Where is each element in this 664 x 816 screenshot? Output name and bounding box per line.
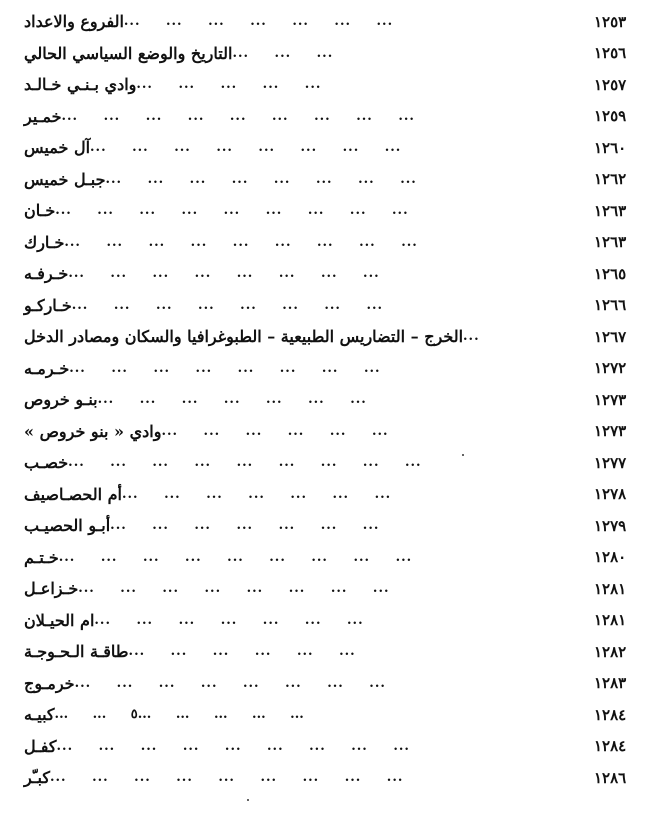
dot-leader: ... ... ... ... ... ... xyxy=(128,644,356,660)
entry-title: خـاركـو xyxy=(24,295,72,315)
dot-leader: ... ... ... ... ... xyxy=(136,77,322,93)
dot-leader: ... ... ... ... ...٥ ... ... xyxy=(54,707,304,723)
toc-entry xyxy=(16,479,650,511)
toc-entry xyxy=(16,290,650,322)
dot-leader: ... xyxy=(463,329,480,345)
toc-entry xyxy=(16,668,650,700)
toc-entry xyxy=(16,510,650,542)
toc-entry xyxy=(16,195,650,227)
toc-entry xyxy=(16,227,650,259)
entry-title: الفروع والاعداد xyxy=(24,12,124,32)
entry-page-number: ١٢٨٤ xyxy=(594,737,627,756)
entry-title: أم الحصـاصيف xyxy=(24,484,122,504)
entry-page-number: ١٢٦٧ xyxy=(594,327,627,346)
entry-title: خـتـم xyxy=(24,547,59,567)
dot-leader: ... ... ... ... ... ... ... ... xyxy=(105,171,417,187)
entry-page-number: ١٢٦٣ xyxy=(594,201,627,220)
entry-title: التاريخ والوضع السياسي الحالي xyxy=(24,43,233,63)
toc-entry xyxy=(16,447,650,479)
dot-leader: ... ... ... ... ... ... ... xyxy=(97,392,367,408)
toc-entry xyxy=(16,164,650,196)
entry-page-number: ١٢٨٤ xyxy=(594,705,627,724)
dot-leader: ... ... ... ... ... ... ... ... ... xyxy=(68,455,422,471)
toc-entry xyxy=(16,605,650,637)
entry-title: ام الحيـلان xyxy=(24,610,95,630)
entry-page-number: ١٢٨٠ xyxy=(594,548,627,567)
entry-title: كبـّر xyxy=(24,768,50,788)
toc-entry xyxy=(16,132,650,164)
dot-leader: ... ... ... ... ... ... ... ... xyxy=(69,360,381,376)
entry-page-number: ١٢٧٣ xyxy=(594,390,627,409)
entry-title: خـارك xyxy=(24,232,65,252)
entry-page-number: ١٢٦٣ xyxy=(594,233,627,252)
entry-page-number: ١٢٥٣ xyxy=(594,12,627,31)
entry-page-number: ١٢٨١ xyxy=(594,611,627,630)
toc-entry xyxy=(16,6,650,38)
dot-leader: ... ... ... ... ... ... ... ... xyxy=(74,675,386,691)
entry-page-number: ١٢٨٢ xyxy=(594,642,627,661)
entry-title: آل خميس xyxy=(24,138,91,158)
dot-leader: ... ... ... ... ... ... ... ... xyxy=(90,140,402,156)
toc-entry xyxy=(16,416,650,448)
entry-title: خـزاعـل xyxy=(24,579,79,599)
dot-leader: ... ... ... ... ... ... ... ... ... xyxy=(58,549,413,565)
entry-title: أبـو الحصيـب xyxy=(24,516,111,536)
entry-title: طاقـة الـحـوجـة xyxy=(24,642,129,662)
entry-page-number: ١٢٦٠ xyxy=(594,138,627,157)
dot-leader: ... ... ... ... ... ... ... xyxy=(94,612,364,628)
entry-title: وادي بـنـي خـالـد xyxy=(24,75,137,95)
entry-title: خـان xyxy=(24,201,56,221)
entry-page-number: ١٢٨٣ xyxy=(594,674,627,693)
entry-title: بنـو خروص xyxy=(24,390,98,410)
entry-page-number: ١٢٧٨ xyxy=(594,485,627,504)
toc-entry xyxy=(16,38,650,70)
toc-entry xyxy=(16,69,650,101)
dot-leader: ... ... ... ... ... ... ... xyxy=(121,486,392,502)
entry-title: جبـل خميس xyxy=(24,169,106,189)
entry-page-number: ١٢٦٢ xyxy=(594,170,627,189)
entry-page-number: ١٢٧٧ xyxy=(594,453,627,472)
print-speck xyxy=(247,799,249,801)
dot-leader: ... ... ... ... ... ... xyxy=(161,423,389,439)
dot-leader: ... ... ... ... ... ... ... ... ... xyxy=(56,738,410,754)
toc-entry xyxy=(16,321,650,353)
entry-page-number: ١٢٥٧ xyxy=(594,75,627,94)
entry-page-number: ١٢٨٦ xyxy=(594,768,627,787)
entry-page-number: ١٢٨١ xyxy=(594,579,627,598)
entry-title: خـرفـه xyxy=(24,264,69,284)
print-speck xyxy=(462,454,464,456)
entry-title: كبيـه xyxy=(24,705,55,725)
dot-leader: ... ... ... ... ... ... ... ... ... xyxy=(64,234,418,250)
toc-list xyxy=(16,6,650,794)
toc-entry xyxy=(16,573,650,605)
toc-entry xyxy=(16,258,650,290)
entry-title: وادي « بنو خروص » xyxy=(24,421,162,441)
toc-entry xyxy=(16,353,650,385)
toc-entry xyxy=(16,731,650,763)
entry-title: خـرمـه xyxy=(24,358,70,378)
entry-page-number: ١٢٦٦ xyxy=(594,296,627,315)
dot-leader: ... ... ... ... ... ... ... xyxy=(110,518,380,534)
entry-page-number: ١٢٧٢ xyxy=(594,359,627,378)
toc-entry xyxy=(16,384,650,416)
entry-title: كفـل xyxy=(24,736,57,756)
entry-page-number: ١٢٦٥ xyxy=(594,264,627,283)
entry-page-number: ١٢٥٦ xyxy=(594,44,627,63)
dot-leader: ... ... ... ... ... ... ... ... ... xyxy=(49,770,404,786)
dot-leader: ... ... ... ... ... ... ... xyxy=(123,14,394,30)
dot-leader: ... ... ... ... ... ... ... ... xyxy=(71,297,384,313)
entry-page-number: ١٢٧٩ xyxy=(594,516,627,535)
dot-leader: ... ... ... xyxy=(232,45,334,61)
entry-title: خصـب xyxy=(24,453,69,473)
dot-leader: ... ... ... ... ... ... ... ... xyxy=(78,581,390,597)
entry-page-number: ١٢٥٩ xyxy=(594,107,627,126)
toc-entry xyxy=(16,542,650,574)
entry-title: خمـير xyxy=(24,106,62,126)
toc-entry xyxy=(16,636,650,668)
toc-entry xyxy=(16,762,650,794)
entry-page-number: ١٢٧٣ xyxy=(594,422,627,441)
toc-entry xyxy=(16,699,650,731)
dot-leader: ... ... ... ... ... ... ... ... ... xyxy=(61,108,415,124)
dot-leader: ... ... ... ... ... ... ... ... xyxy=(68,266,380,282)
entry-title: الخرج – التضاريس الطبيعية – الطبوغرافيا والسكان ومصادر الدخل xyxy=(24,327,464,347)
entry-title: خرمـوج xyxy=(24,673,75,693)
dot-leader: ... ... ... ... ... ... ... ... ... xyxy=(55,203,409,219)
toc-entry xyxy=(16,101,650,133)
